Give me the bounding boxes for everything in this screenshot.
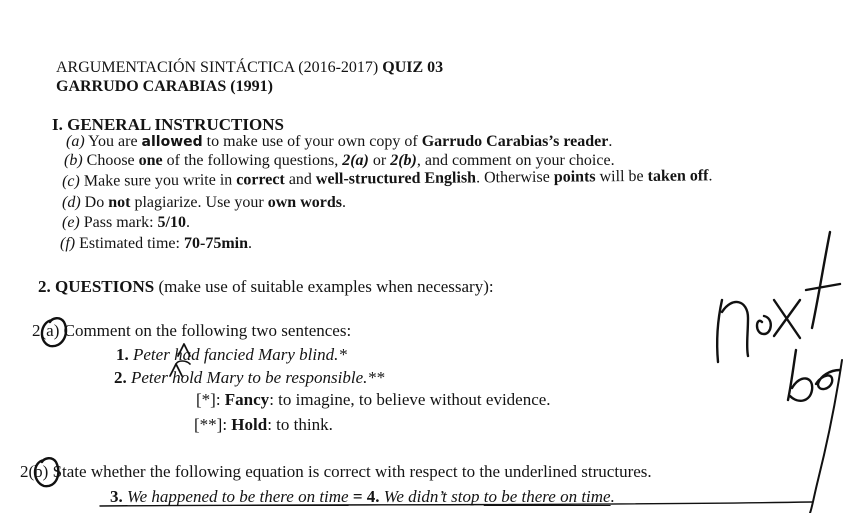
- handwriting-next: [717, 300, 748, 362]
- question-2a: 2(a) Comment on the following two sentences:: [32, 321, 352, 340]
- instruction-a: (a) You are allowed to make use of your own copy of Garrudo Carabias’s reader.: [66, 133, 613, 150]
- equation: 3. We happened to be there on time = 4. We didn’t stop to be there on time.: [110, 487, 615, 506]
- quiz-label: QUIZ 03: [382, 59, 444, 76]
- header-line-1: [56, 60, 443, 76]
- note-hold: [**]: Hold: to think.: [194, 415, 333, 434]
- underlined-structure-1: to be there on time: [221, 487, 349, 506]
- question-2b: 2(b) State whether the following equation is correct with respect to the underlined structures.: [20, 462, 652, 481]
- sentence-2: 2. Peter hold Mary to be responsible.**: [114, 368, 385, 387]
- header-line-2: GARRUDO CARABIAS (1991): [56, 78, 273, 95]
- course-title: ARGUMENTACIÓN SINTÁCTICA (2016-2017): [56, 59, 379, 76]
- sentence-1: 1. Peter had fancied Mary blind.*: [116, 345, 347, 364]
- question-2a-label: 2(a): [32, 321, 60, 340]
- section-2-title: 2. QUESTIONS (make use of suitable examples when necessary):: [38, 277, 494, 296]
- section-1-title: I. GENERAL INSTRUCTIONS: [52, 115, 284, 134]
- handwriting-be: [788, 350, 812, 401]
- note-fancy: [*]: Fancy: to imagine, to believe without evidence.: [196, 390, 551, 409]
- underlined-structure-2: to be there on time: [483, 487, 611, 506]
- question-2b-label: 2(b): [20, 462, 49, 481]
- instruction-b: (b) Choose one of the following questions, 2(a) or 2(b), and comment on your choice.: [64, 152, 615, 169]
- instruction-e: (e) Pass mark: 5/10.: [62, 214, 190, 231]
- instruction-d: (d) Do not plagiarize. Use your own words.: [62, 194, 346, 211]
- instruction-f: (f) Estimated time: 70-75min.: [60, 235, 252, 252]
- instruction-c: (c) Make sure you write in correct and well-structured English. Otherwise points will be taken off.: [61, 167, 713, 190]
- ink-stroke-right: [810, 360, 842, 513]
